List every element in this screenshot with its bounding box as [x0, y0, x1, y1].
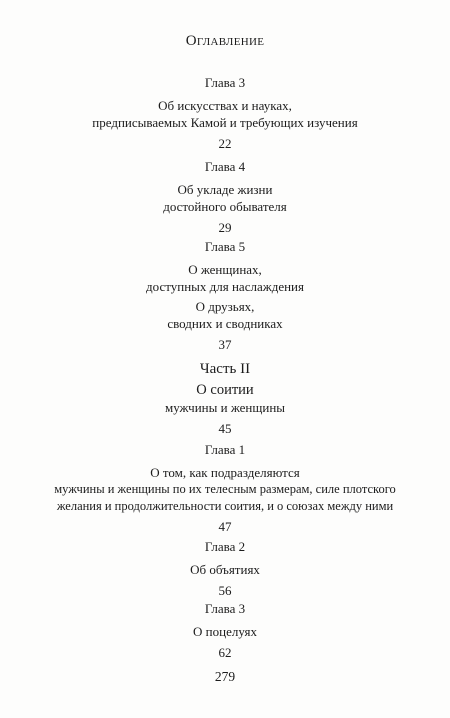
toc-heading: Оглавление: [185, 33, 265, 49]
page-number: 22: [218, 136, 232, 151]
chapter-label: Глава 2: [204, 539, 246, 554]
chapter-title-line: сводних и сводниках: [167, 316, 283, 331]
chapter-label: Глава 5: [204, 239, 246, 254]
page-number: 37: [218, 337, 232, 352]
chapter-title-line: желания и продолжительности соития, и о союзах между ними: [56, 498, 394, 513]
chapter-title-line: О друзьях,: [195, 299, 255, 314]
page-number: 45: [218, 421, 232, 436]
toc-entry-chapter-5: [0, 239, 450, 353]
toc-entry-chapter-2: [0, 539, 450, 599]
toc-entry-chapter-3b: [0, 601, 450, 661]
page-number: 47: [218, 519, 232, 534]
chapter-title-line: Об укладе жизни: [177, 182, 273, 197]
chapter-label: Глава 1: [204, 442, 246, 457]
part-title-line: О соитии: [196, 382, 254, 398]
toc-entry-chapter-3: [0, 75, 450, 152]
page-number: 29: [218, 220, 232, 235]
part-title-line: мужчины и женщины: [164, 400, 286, 415]
toc-entry-chapter-1: [0, 442, 450, 535]
chapter-title-line: предписываемых Камой и требующих изучения: [92, 115, 358, 130]
chapter-title-line: О том, как подразделяются: [150, 465, 300, 480]
chapter-title-line: достойного обывателя: [163, 199, 287, 214]
folio-page-number: 279: [214, 669, 236, 684]
toc-entry-chapter-4: [0, 159, 450, 236]
toc-entry-part-2: [0, 360, 450, 437]
page-number: 62: [218, 645, 232, 660]
chapter-label: Глава 4: [204, 159, 246, 174]
chapter-title-line: О женщинах,: [188, 262, 262, 277]
page-number: 56: [218, 583, 232, 598]
chapter-label: Глава 3: [204, 601, 246, 616]
chapter-title-line: доступных для наслаждения: [146, 279, 304, 294]
chapter-title-line: О поцелуях: [193, 624, 257, 639]
chapter-title-line: мужчины и женщины по их телесным размерам, силе плотского: [54, 482, 396, 496]
part-label: Часть II: [199, 361, 251, 377]
chapter-title-line: Об искусствах и науках,: [158, 98, 292, 113]
chapter-label: Глава 3: [204, 75, 246, 90]
chapter-title-line: Об объятиях: [190, 562, 260, 577]
